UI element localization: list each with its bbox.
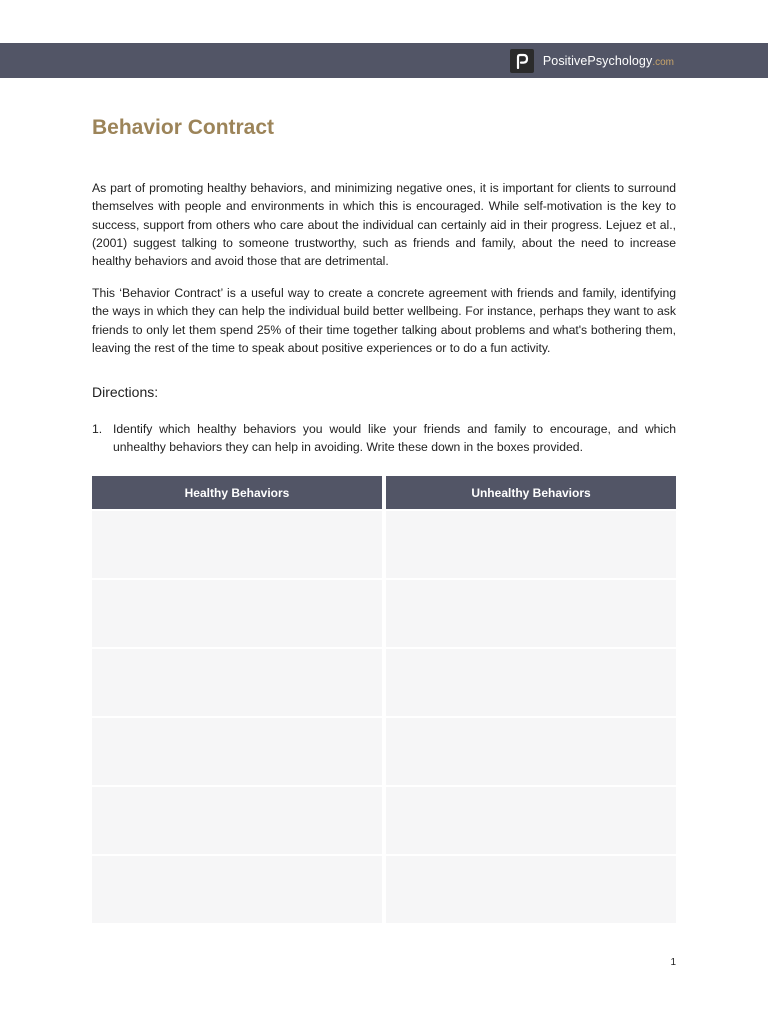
behavior-table [92, 476, 676, 923]
brand-text [543, 52, 674, 70]
healthy-behavior-cell[interactable] [92, 787, 382, 854]
brand[interactable] [510, 49, 674, 73]
unhealthy-behavior-cell[interactable] [386, 511, 676, 578]
header-bar [0, 43, 768, 78]
directions-heading: Directions: [92, 384, 159, 400]
p-logo-icon [510, 49, 534, 73]
healthy-behavior-cell[interactable] [92, 580, 382, 647]
healthy-behavior-cell[interactable] [92, 718, 382, 785]
unhealthy-behavior-cell[interactable] [386, 787, 676, 854]
healthy-behavior-cell[interactable] [92, 649, 382, 716]
unhealthy-behavior-cell[interactable] [386, 718, 676, 785]
page-title: Behavior Contract [92, 116, 275, 139]
brand-tld: .com [652, 57, 674, 68]
unhealthy-behavior-cell[interactable] [386, 580, 676, 647]
healthy-behavior-cell[interactable] [92, 856, 382, 923]
page-number: 1 [670, 957, 676, 968]
brand-name: PositivePsychology [542, 54, 653, 68]
step-number: 1. [92, 422, 103, 436]
healthy-behavior-cell[interactable] [92, 511, 382, 578]
unhealthy-behavior-cell[interactable] [386, 649, 676, 716]
step-text: Identify which healthy behaviors you would like your friends and family to encourage, and which unhealthy behaviors they can help in avoiding. Write these down in the boxes provided. [113, 422, 676, 455]
direction-step [92, 420, 676, 457]
header-healthy-behaviors: Healthy Behaviors [92, 476, 382, 509]
unhealthy-behavior-cell[interactable] [386, 856, 676, 923]
header-unhealthy-behaviors: Unhealthy Behaviors [386, 476, 676, 509]
intro-paragraph: As part of promoting healthy behaviors, and minimizing negative ones, it is important for clients to surround themselves with people and environments in which this is encouraged. While self-motivation is the key to success, support from others who care about the individual can certainly aid in their progress. Lejuez et al., (2001) suggest talking to someone trustworthy, such as friends and family, about the need to increase healthy behaviors and avoid those that are detrimental. [92, 181, 676, 269]
contract-paragraph: This ‘Behavior Contract’ is a useful way to create a concrete agreement with friends and family, identifying the ways in which they can help the individual build better wellbeing. For instance, perhaps they want to ask friends to only let them spend 25% of their time together talking about problems and what's bothering them, leaving the rest of the time to speak about positive experiences or to do a fun activity. [92, 286, 676, 355]
